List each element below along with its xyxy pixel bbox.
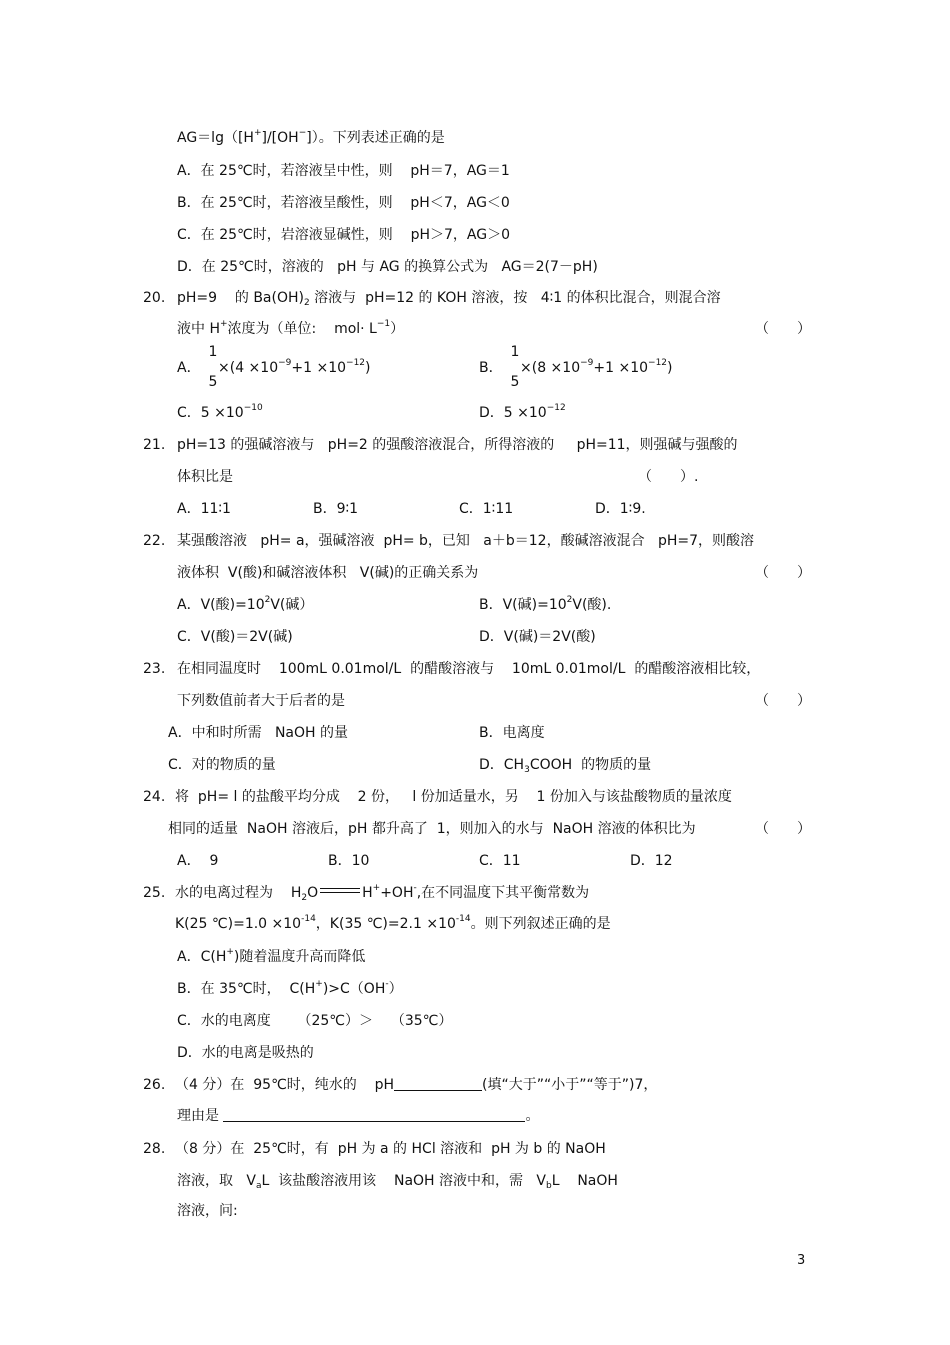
q20-option-d: D．$5 \times 10^{-12}$: [479, 403, 566, 421]
q20-option-b-frac-den: 5: [510, 374, 520, 390]
q25-option-a: A．C(H+)随着温度升高而降低: [177, 947, 366, 965]
q22-option-b: B．V(碱)$=10^2V$(酸).: [479, 595, 612, 613]
q20-option-b-expr: $\times(8 \times 10^{-9}+1 \times 10^{-12})$: [520, 358, 673, 376]
page-number: 3: [797, 1253, 806, 1268]
q25-line2: K(25 ℃)=1.0 $\times 10^{-14}$，K(35 ℃)=2.1 $\times 10^{-14}$。则下列叙述正确的是: [175, 914, 611, 932]
q23-option-c: C．对的物质的量: [168, 757, 276, 773]
q23-option-d: D．$CH_3COOH$ 的物质的量: [479, 757, 652, 775]
q19-option-d: D．在 25℃时，溶液的 pH 与 AG 的换算公式为 AG＝2(7－pH): [177, 259, 598, 275]
q19-option-b: B．在 25℃时，若溶液呈酸性，则 pH＜7，AG＜0: [177, 195, 510, 211]
equilibrium-arrow-icon: [320, 886, 360, 896]
q24-option-b: B．10: [328, 853, 370, 869]
q20-option-c: C．$5 \times 10^{-10}$: [177, 403, 263, 421]
q19-stem: AG＝lg（[H+]/[OH−]）。下列表述正确的是: [177, 128, 445, 146]
q21-line1: pH=13 的强碱溶液与 pH=2 的强酸溶液混合，所得溶液的 pH=11，则强碱与强酸的: [177, 437, 738, 453]
q24-number: 24.: [143, 789, 166, 805]
q25-number: 25.: [143, 885, 166, 901]
q20-option-b-label: B．: [479, 360, 503, 376]
q22-line1: 某强酸溶液 pH= a，强碱溶液 pH= b，已知 a＋b＝12，酸碱溶液混合 pH=7，则酸溶: [177, 533, 754, 549]
q22-answer-bracket: （ ）: [755, 565, 811, 581]
q23-line1: 在相同温度时 100mL 0.01mol/L 的醋酸溶液与 10mL 0.01mol/L 的醋酸溶液相比较，: [177, 661, 761, 677]
q20-option-a-label: A．: [177, 360, 201, 376]
q24-option-a: A． 9: [177, 853, 219, 869]
q23-option-a: A．中和时所需 NaOH 的量: [168, 725, 348, 741]
q26-number: 26.: [143, 1077, 166, 1093]
q23-line2: 下列数值前者大于后者的是: [177, 693, 345, 709]
q24-answer-bracket: （ ）: [755, 821, 811, 837]
q25-option-b: B．在 35℃时， C(H+)>C（OH-）: [177, 979, 403, 997]
q24-line2: 相同的适量 NaOH 溶液后，pH 都升高了 1，则加入的水与 NaOH 溶液的体积比为: [168, 821, 696, 837]
q22-option-c: C．V(酸)＝2V(碱): [177, 629, 293, 645]
q28-number: 28.: [143, 1141, 166, 1157]
q21-option-c: C．1∶11: [459, 501, 514, 517]
q19-option-a: A．在 25℃时，若溶液呈中性，则 pH＝7，AG＝1: [177, 163, 510, 179]
q19-option-c: C．在 25℃时，岩溶液显碱性，则 pH＞7，AG＞0: [177, 227, 511, 243]
q21-line2: 体积比是: [177, 469, 233, 485]
q25-option-d: D．水的电离是吸热的: [177, 1045, 314, 1061]
q28-line2: 溶液，取 $V_aL$ 该盐酸溶液用该 NaOH 溶液中和，需 $V_bL$ NaOH: [177, 1173, 618, 1191]
q22-line2: 液体积 V(酸)和碱溶液体积 V(碱)的正确关系为: [177, 565, 479, 581]
q23-option-b: B．电离度: [479, 725, 545, 741]
q25-line1: 水的电离过程为 $H_2O$ H++OH-,在不同温度下其平衡常数为: [175, 883, 590, 903]
q20-line2: 液中 H+浓度为（单位: $mol\cdot L^{-1}$）: [177, 319, 405, 337]
q21-option-b: B．9∶1: [313, 501, 359, 517]
q20-option-b-frac-num: 1: [510, 344, 520, 360]
q23-number: 23.: [143, 661, 166, 677]
q20-answer-bracket: （ ）: [755, 321, 811, 337]
q21-option-d: D．1∶9.: [595, 501, 646, 517]
q21-option-a: A．11∶1: [177, 501, 231, 517]
q24-option-c: C．11: [479, 853, 521, 869]
q22-option-a: A．V(酸)$=10^2V$(碱）: [177, 595, 314, 613]
q28-line1: （8 分）在 25℃时，有 pH 为 a 的 HCl 溶液和 pH 为 b 的 NaOH: [175, 1141, 606, 1157]
q26-line2: 理由是 。: [177, 1108, 540, 1124]
q26-line1: （4 分）在 95℃时，纯水的 pH (填“大于”“小于”“等于”)7，: [175, 1077, 658, 1093]
q28-line3: 溶液，问:: [177, 1203, 238, 1219]
q20-option-a-frac-den: 5: [208, 374, 218, 390]
q26-reason-blank[interactable]: [223, 1107, 525, 1122]
q26-ph-blank[interactable]: [394, 1076, 482, 1091]
q24-option-d: D．12: [630, 853, 673, 869]
q20-line1: pH=9 的 $Ba(OH)_2$ 溶液与 pH=12 的 KOH 溶液，按 4∶1 的体积比混合，则混合溶: [177, 290, 721, 308]
q20-number: 20.: [143, 290, 166, 306]
q20-option-a-frac-num: 1: [208, 344, 218, 360]
q25-option-c: C．水的电离度 （25℃）＞ （35℃）: [177, 1013, 453, 1029]
q21-answer-bracket: （ ）.: [638, 469, 699, 485]
q22-option-d: D．V(碱)＝2V(酸): [479, 629, 596, 645]
q21-number: 21.: [143, 437, 166, 453]
q22-number: 22.: [143, 533, 166, 549]
q20-option-a-expr: $\times(4 \times 10^{-9}+1 \times 10^{-12})$: [218, 358, 371, 376]
q23-answer-bracket: （ ）: [755, 693, 811, 709]
q24-line1: 将 pH= l 的盐酸平均分成 2 份， l 份加适量水，另 1 份加入与该盐酸物质的量浓度: [175, 789, 732, 805]
